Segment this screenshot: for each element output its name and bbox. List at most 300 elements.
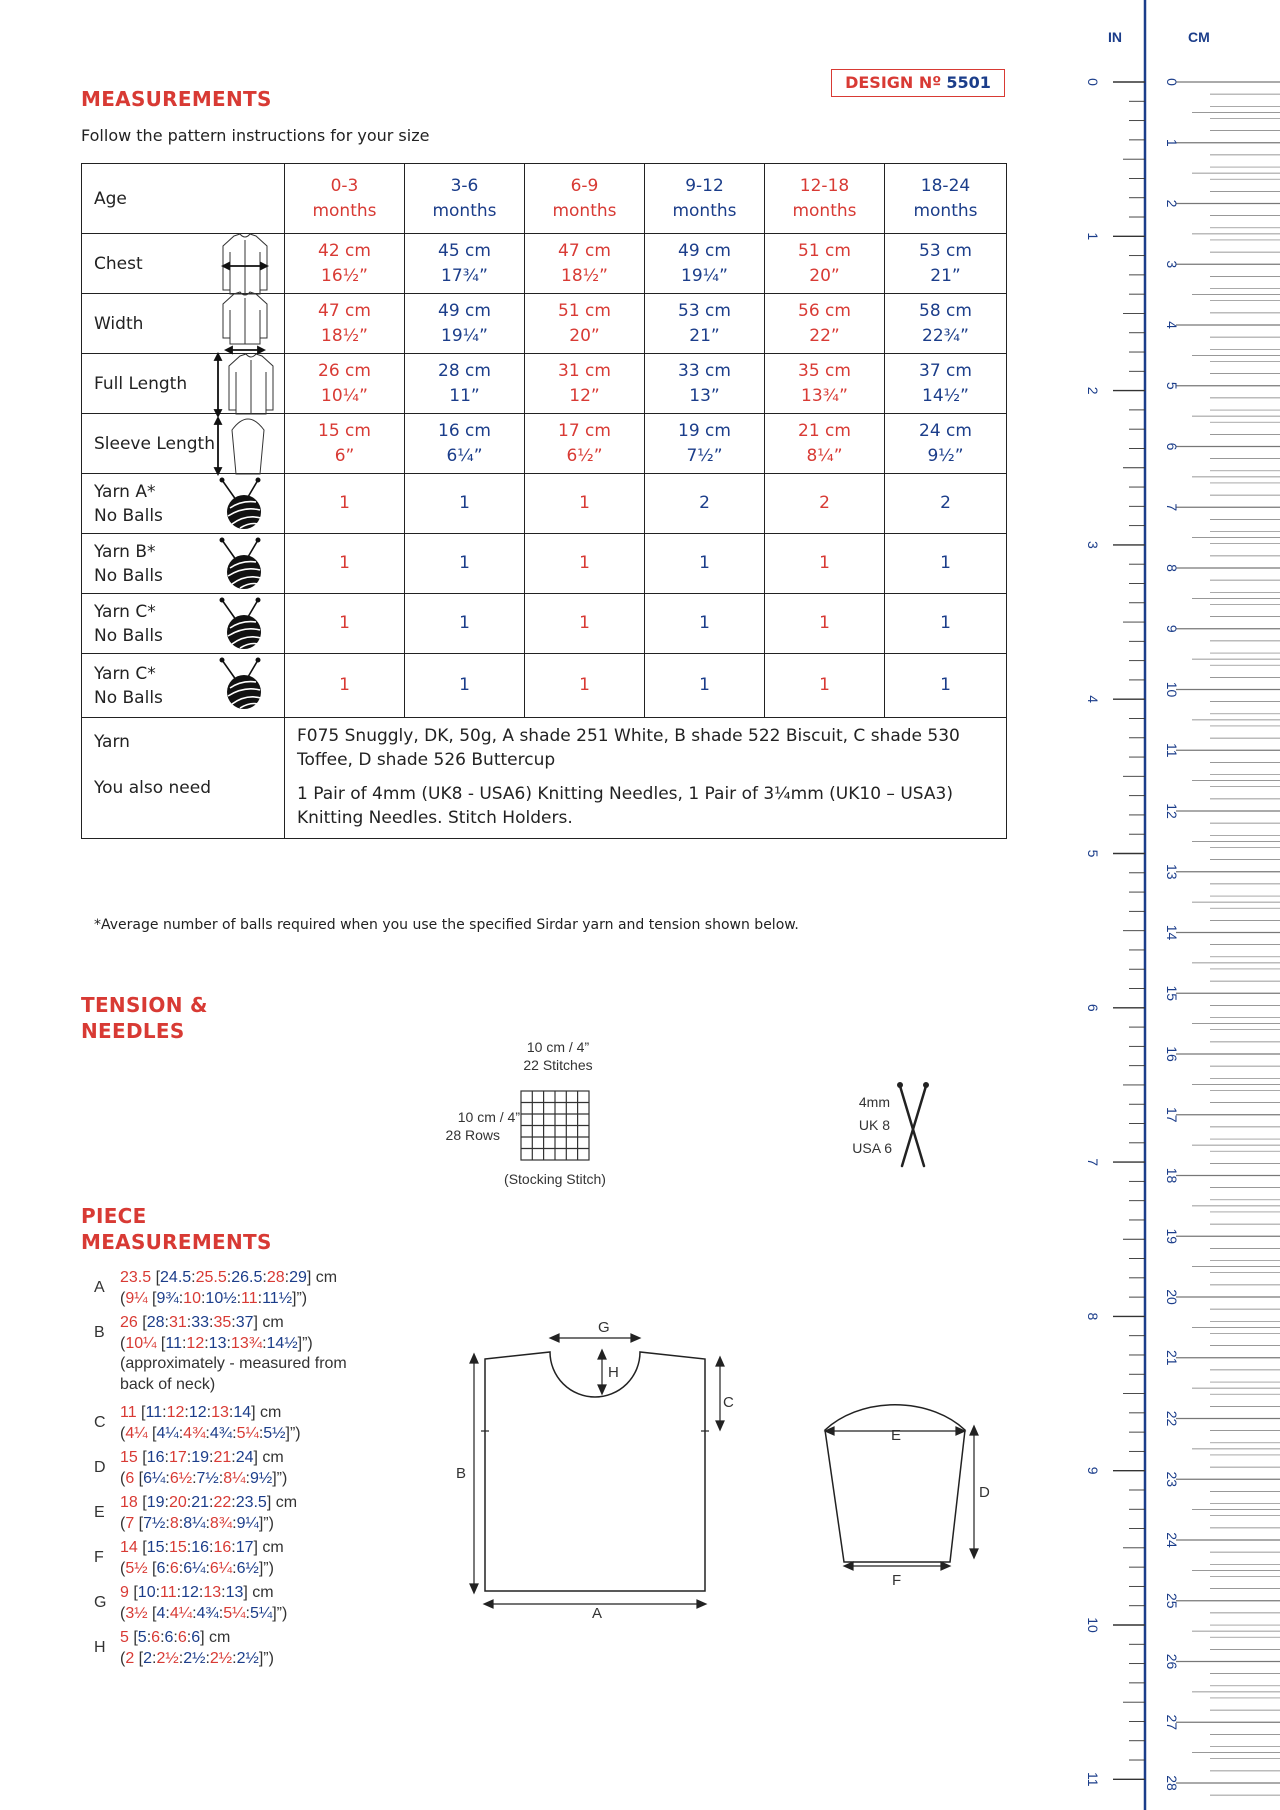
size-range: 12-18 [799, 175, 850, 196]
value-inch: 13” [689, 385, 720, 406]
ball-count: 1 [285, 594, 405, 654]
needle-uk-label: UK 8 [858, 1117, 890, 1133]
value-inch: 18½” [561, 265, 608, 286]
piece-value: 16 [146, 1449, 165, 1466]
piece-value: 8¼ [183, 1514, 206, 1532]
ball-count: 1 [525, 534, 645, 594]
tension-width-label: 10 cm / 4” [526, 1039, 590, 1055]
ruler-cm-mark: 7 [1164, 503, 1180, 512]
piece-unit: cm [262, 1314, 284, 1331]
tension-heading-line1: TENSION & [81, 993, 208, 1017]
piece-value: 23.5 [120, 1269, 152, 1286]
ruler-inch-mark: 1 [1085, 232, 1101, 241]
measurement-label-cell [82, 414, 285, 474]
measurement-value-cell [885, 414, 1007, 474]
piece-value: 15 [146, 1539, 165, 1556]
ball-count: 1 [645, 594, 765, 654]
also-need-label: You also need [94, 778, 211, 798]
ruler-cm-mark: 17 [1164, 1106, 1180, 1123]
piece-value: 28 [266, 1269, 285, 1286]
yarn-label: Yarn [94, 732, 130, 752]
ruler-inch-mark: 4 [1085, 695, 1101, 704]
piece-unit: cm [262, 1449, 284, 1466]
piece-value: 11 [160, 1584, 177, 1601]
piece-value: 16 [191, 1539, 209, 1556]
value-cm: 45 cm [438, 240, 491, 261]
size-unit: months [312, 200, 377, 221]
size-unit: months [672, 200, 737, 221]
value-cm: 31 cm [558, 360, 611, 381]
ruler-cm-mark: 21 [1164, 1349, 1180, 1366]
value-cm: 42 cm [318, 240, 371, 261]
piece-value: 13 [225, 1584, 244, 1601]
measuring-ruler [1070, 0, 1280, 1810]
ruler-cm-mark: 9 [1164, 624, 1180, 633]
diagram-label-c: C [723, 1394, 734, 1411]
piece-value: 11 [165, 1334, 182, 1352]
diagram-label-g: G [598, 1319, 610, 1336]
diagram-label-a: A [592, 1605, 603, 1622]
value-inch: 7½” [686, 445, 723, 466]
piece-value: 8¾ [209, 1514, 233, 1532]
piece-value: 24 [235, 1449, 254, 1466]
measurement-value-cell [525, 414, 645, 474]
value-inch: 6¼” [446, 445, 483, 466]
value-cm: 58 cm [919, 300, 972, 321]
measurement-value-cell [405, 234, 525, 294]
measurement-value-cell [645, 414, 765, 474]
measurement-value-cell [765, 234, 885, 294]
also-need-text: 1 Pair of 4mm (UK8 - USA6) Knitting Needles, 1 Pair of 3¼mm (UK10 – USA3) Knitting Needles. Stitch Holders. [297, 784, 953, 828]
ruler-inch-mark: 2 [1085, 386, 1101, 395]
yarn-balls-row [82, 654, 1007, 718]
piece-value: 3½ [125, 1604, 148, 1622]
piece-value: 23.5 [235, 1494, 267, 1511]
piece-value: 37 [235, 1314, 254, 1331]
piece-note: back of neck) [120, 1375, 216, 1393]
piece-letter: C [94, 1414, 106, 1431]
value-inch: 9½” [927, 445, 964, 466]
ball-count: 1 [645, 534, 765, 594]
value-inch: 19¼” [441, 325, 488, 346]
ruler-cm-mark: 28 [1164, 1775, 1180, 1791]
piece-value: 11½ [262, 1289, 293, 1307]
ball-count: 1 [885, 594, 1007, 654]
value-inch: 12” [569, 385, 600, 406]
value-inch: 16½” [321, 265, 368, 286]
piece-value: 35 [213, 1314, 232, 1331]
yarn-balls-label-cell [82, 594, 285, 654]
measurement-value-cell [405, 294, 525, 354]
value-inch: 6½” [566, 445, 603, 466]
piece-value: 13 [203, 1584, 222, 1601]
piece-value: 6 [177, 1629, 187, 1646]
ruler-cm-mark: 13 [1164, 863, 1180, 880]
value-inch: 22¾” [922, 325, 969, 346]
ruler-cm-mark: 16 [1164, 1046, 1180, 1062]
measurement-value-cell [285, 294, 405, 354]
yarn-balls-label-cell [82, 654, 285, 718]
size-range: 3-6 [450, 175, 479, 196]
diagram-label-b: B [456, 1465, 467, 1482]
piece-value: 5¼ [236, 1424, 259, 1442]
ruler-cm-mark: 6 [1164, 442, 1180, 451]
design-number: 5501 [946, 73, 991, 92]
size-range: 9-12 [685, 175, 724, 196]
ball-count: 1 [405, 594, 525, 654]
value-cm: 16 cm [438, 420, 491, 441]
measurement-value-cell [285, 354, 405, 414]
measurement-label: Sleeve Length [94, 433, 215, 454]
piece-value: 19 [146, 1494, 165, 1511]
measurement-label: Chest [94, 253, 143, 274]
piece-value: 11 [120, 1404, 137, 1421]
piece-value: 7 [125, 1514, 135, 1532]
piece-value: 5½ [125, 1559, 148, 1577]
measurement-value-cell [645, 294, 765, 354]
measurement-label: Full Length [94, 373, 188, 394]
size-range: 18-24 [920, 175, 971, 196]
piece-unit: cm [252, 1584, 274, 1601]
measurement-label-cell [82, 294, 285, 354]
ruler-cm-mark: 15 [1164, 985, 1180, 1002]
piece-value: 21 [191, 1494, 209, 1511]
value-inch: 8¼” [806, 445, 843, 466]
ball-count: 1 [885, 654, 1007, 718]
ruler-inch-mark: 7 [1085, 1158, 1101, 1166]
size-cell [885, 164, 1007, 234]
ruler-inch-mark: 0 [1085, 78, 1101, 86]
measurement-value-cell [645, 234, 765, 294]
ruler-inch-mark: 5 [1085, 849, 1101, 858]
piece-value: 4¼ [169, 1604, 193, 1622]
piece-value: 15 [120, 1449, 138, 1466]
measurement-value-cell [525, 294, 645, 354]
value-inch: 20” [569, 325, 600, 346]
piece-value: 5 [120, 1629, 129, 1646]
ruler-cm-mark: 11 [1164, 742, 1180, 758]
value-cm: 28 cm [438, 360, 491, 381]
piece-value: 25.5 [195, 1269, 227, 1286]
diagram-label-h: H [608, 1364, 619, 1381]
ruler-inch-mark: 11 [1085, 1772, 1101, 1787]
ruler-cm-mark: 20 [1164, 1289, 1180, 1305]
value-cm: 15 cm [318, 420, 371, 441]
piece-value: 9¾ [156, 1289, 179, 1307]
measurement-value-cell [885, 234, 1007, 294]
piece-unit: cm [260, 1404, 282, 1421]
ruler-inch-mark: 9 [1085, 1466, 1101, 1475]
piece-value: 4 [156, 1604, 166, 1622]
ruler-inch-mark: 8 [1085, 1312, 1101, 1321]
ball-count: 2 [645, 474, 765, 534]
ruler-cm-mark: 10 [1164, 681, 1180, 698]
piece-heading-line2: MEASUREMENTS [81, 1230, 272, 1254]
piece-letter: A [94, 1279, 105, 1296]
piece-value: 24.5 [160, 1269, 192, 1286]
value-inch: 11” [449, 385, 480, 406]
piece-value: 12 [181, 1584, 199, 1601]
piece-unit: cm [275, 1494, 298, 1511]
measurements-table [81, 163, 1007, 839]
value-inch: 6” [334, 445, 355, 466]
measurement-value-cell [405, 354, 525, 414]
ruler-cm-mark: 1 [1164, 138, 1180, 147]
piece-value: 26 [120, 1314, 138, 1331]
ruler-inch-mark: 10 [1085, 1617, 1101, 1633]
ruler-cm-mark: 18 [1164, 1167, 1180, 1184]
piece-value: 9¼ [125, 1289, 148, 1307]
value-cm: 24 cm [919, 420, 972, 441]
piece-letter: E [94, 1504, 105, 1521]
measurement-value-cell [645, 354, 765, 414]
ball-count: 1 [285, 654, 405, 718]
piece-value: 6¼ [183, 1559, 206, 1577]
instruction-text: Follow the pattern instructions for your size [81, 126, 430, 145]
piece-value: 6 [125, 1469, 135, 1487]
piece-value: 11 [145, 1404, 163, 1421]
ruler-cm-mark: 2 [1164, 199, 1180, 208]
size-cell [405, 164, 525, 234]
tension-rows-label: 28 Rows [445, 1127, 500, 1143]
value-cm: 49 cm [438, 300, 491, 321]
piece-value: 7½ [143, 1514, 166, 1532]
piece-value: 2½ [156, 1649, 179, 1667]
measurement-value-cell [765, 294, 885, 354]
piece-value: 2½ [236, 1649, 259, 1667]
value-cm: 19 cm [678, 420, 731, 441]
piece-unit: cm [315, 1269, 338, 1286]
ball-count: 1 [285, 474, 405, 534]
piece-value: 6½ [169, 1469, 193, 1487]
footnote: *Average number of balls required when you use the specified Sirdar yarn and tension shown below. [94, 917, 799, 933]
measurement-value-cell [405, 414, 525, 474]
piece-value: 14 [233, 1404, 252, 1421]
yarn-name-label: Yarn B* [94, 541, 156, 562]
sleeve-piece-diagram [815, 1345, 1005, 1595]
measurement-value-cell [525, 234, 645, 294]
size-cell [525, 164, 645, 234]
ruler-cm-mark: 4 [1164, 321, 1180, 329]
piece-value: 9½ [249, 1469, 273, 1487]
measurement-value-cell [765, 414, 885, 474]
yarn-balls-row [82, 534, 1007, 594]
yarn-balls-row [82, 594, 1007, 654]
tension-stitches-label: 22 Stitches [523, 1057, 593, 1073]
piece-value: 8 [169, 1514, 179, 1532]
piece-value: 10½ [205, 1289, 237, 1307]
size-cell [645, 164, 765, 234]
size-range: 6-9 [570, 175, 599, 196]
piece-value: 10 [137, 1584, 156, 1601]
value-inch: 17¾” [441, 265, 488, 286]
value-cm: 53 cm [919, 240, 972, 261]
piece-value: 5 [137, 1629, 147, 1646]
ball-count: 2 [765, 474, 885, 534]
ruler-cm-mark: 8 [1164, 564, 1180, 572]
yarn-name-label: Yarn A* [94, 481, 156, 502]
ruler-cm-mark: 24 [1164, 1532, 1180, 1548]
size-unit: months [913, 200, 978, 221]
piece-value: 12 [166, 1404, 185, 1421]
value-cm: 56 cm [798, 300, 851, 321]
piece-value: 13 [211, 1404, 229, 1421]
value-inch: 21” [930, 265, 961, 286]
needle-size-label: 4mm [858, 1094, 890, 1110]
piece-value: 9¼ [236, 1514, 259, 1532]
measurement-row-full-length [82, 354, 1007, 414]
piece-letter: B [94, 1324, 105, 1341]
yarn-details-cell [285, 718, 1007, 839]
piece-value: 29 [289, 1269, 307, 1286]
diagram-label-f: F [892, 1572, 902, 1589]
ruler-cm-mark: 22 [1164, 1410, 1180, 1427]
piece-value: 11 [241, 1289, 258, 1307]
piece-value: 4¼ [156, 1424, 179, 1442]
age-label-cell [82, 164, 285, 234]
piece-value: 22 [213, 1494, 232, 1511]
piece-value: 6¼ [143, 1469, 166, 1487]
piece-value: 6 [191, 1629, 201, 1646]
piece-value: 6½ [236, 1559, 259, 1577]
yarn-balls-label-cell [82, 534, 285, 594]
ball-count: 1 [405, 474, 525, 534]
piece-value: 16 [213, 1539, 232, 1556]
piece-value: 6 [169, 1559, 179, 1577]
value-cm: 47 cm [318, 300, 371, 321]
ball-count: 1 [765, 594, 885, 654]
ruler-inch-mark: 3 [1085, 541, 1101, 549]
piece-value: 12 [186, 1334, 205, 1352]
piece-value: 17 [168, 1449, 187, 1466]
no-balls-label: No Balls [94, 687, 163, 708]
ruler-inch-mark: 6 [1085, 1003, 1101, 1012]
size-unit: months [792, 200, 857, 221]
size-cell [285, 164, 405, 234]
measurement-label: Width [94, 313, 144, 334]
value-cm: 35 cm [798, 360, 851, 381]
piece-value: 6 [164, 1629, 174, 1646]
ruler-cm-label: CM [1188, 29, 1210, 45]
piece-value: 6 [156, 1559, 166, 1577]
ball-count: 1 [525, 594, 645, 654]
piece-value: 5½ [263, 1424, 286, 1442]
value-inch: 14½” [922, 385, 969, 406]
no-balls-label: No Balls [94, 625, 163, 646]
value-cm: 17 cm [558, 420, 611, 441]
measurement-value-cell [765, 354, 885, 414]
piece-value: 15 [168, 1539, 187, 1556]
measurement-label-cell [82, 234, 285, 294]
ruler-inch-label: IN [1108, 29, 1122, 45]
ball-count: 2 [885, 474, 1007, 534]
yarn-balls-row [82, 474, 1007, 534]
piece-value: 13 [208, 1334, 227, 1352]
ball-count: 1 [525, 654, 645, 718]
ruler-cm-mark: 0 [1164, 78, 1180, 86]
value-cm: 33 cm [678, 360, 731, 381]
piece-value: 6 [151, 1629, 161, 1646]
ball-count: 1 [645, 654, 765, 718]
piece-value: 28 [146, 1314, 165, 1331]
needle-usa-label: USA 6 [852, 1140, 892, 1156]
ruler-cm-mark: 26 [1164, 1653, 1180, 1670]
measurement-value-cell [525, 354, 645, 414]
piece-letter: G [94, 1594, 107, 1611]
value-cm: 26 cm [318, 360, 371, 381]
piece-value: 17 [235, 1539, 254, 1556]
piece-value: 5¼ [223, 1604, 246, 1622]
yarn-name-label: Yarn C* [94, 663, 156, 684]
body-piece-diagram [455, 1315, 735, 1630]
piece-value: 4¾ [196, 1604, 219, 1622]
piece-unit: cm [209, 1629, 231, 1646]
value-inch: 20” [809, 265, 840, 286]
ball-count: 1 [765, 534, 885, 594]
value-inch: 13¾” [801, 385, 848, 406]
ball-count: 1 [525, 474, 645, 534]
no-balls-label: No Balls [94, 505, 163, 526]
value-cm: 49 cm [678, 240, 731, 261]
piece-value: 9 [120, 1584, 129, 1601]
tension-heading [81, 992, 208, 1044]
value-inch: 19¼” [681, 265, 728, 286]
ruler-cm-mark: 3 [1164, 260, 1180, 269]
piece-value: 14½ [266, 1334, 298, 1352]
piece-unit: cm [262, 1539, 284, 1556]
piece-value: 8¼ [223, 1469, 246, 1487]
ball-count: 1 [285, 534, 405, 594]
value-cm: 21 cm [798, 420, 851, 441]
size-header-row [82, 164, 1007, 234]
tension-heading-line2: NEEDLES [81, 1019, 185, 1043]
piece-letter: H [94, 1639, 106, 1656]
ball-count: 1 [765, 654, 885, 718]
piece-value: 7½ [196, 1469, 219, 1487]
piece-value: 26.5 [231, 1269, 263, 1286]
piece-value: 33 [191, 1314, 209, 1331]
piece-value: 19 [191, 1449, 209, 1466]
design-label: DESIGN Nº [845, 73, 942, 92]
diagram-label-d: D [979, 1484, 990, 1501]
yarn-text: F075 Snuggly, DK, 50g, A shade 251 White, B shade 522 Biscuit, C shade 530 Toffee, D shade 526 Buttercup [297, 726, 960, 770]
measurement-value-cell [885, 354, 1007, 414]
ruler-cm-mark: 25 [1164, 1592, 1180, 1609]
piece-value: 2½ [209, 1649, 233, 1667]
ball-count: 1 [405, 654, 525, 718]
value-inch: 21” [689, 325, 720, 346]
size-unit: months [432, 200, 497, 221]
value-cm: 51 cm [798, 240, 851, 261]
piece-letter: F [94, 1549, 104, 1566]
piece-value: 12 [188, 1404, 207, 1421]
piece-value: 31 [168, 1314, 187, 1331]
knitting-needles-icon [896, 1080, 930, 1170]
piece-value: 10 [183, 1289, 201, 1307]
piece-heading-line1: PIECE [81, 1204, 147, 1228]
measurement-row-sleeve-length [82, 414, 1007, 474]
yarn-name-label: Yarn C* [94, 601, 156, 622]
size-range: 0-3 [330, 175, 359, 196]
piece-value: 4¼ [125, 1424, 148, 1442]
no-balls-label: No Balls [94, 565, 163, 586]
diagram-label-e: E [891, 1427, 902, 1444]
piece-value: 4¾ [183, 1424, 206, 1442]
stocking-stitch-label: (Stocking Stitch) [504, 1171, 606, 1187]
value-cm: 37 cm [919, 360, 972, 381]
value-inch: 18½” [321, 325, 368, 346]
piece-value: 6¼ [209, 1559, 233, 1577]
